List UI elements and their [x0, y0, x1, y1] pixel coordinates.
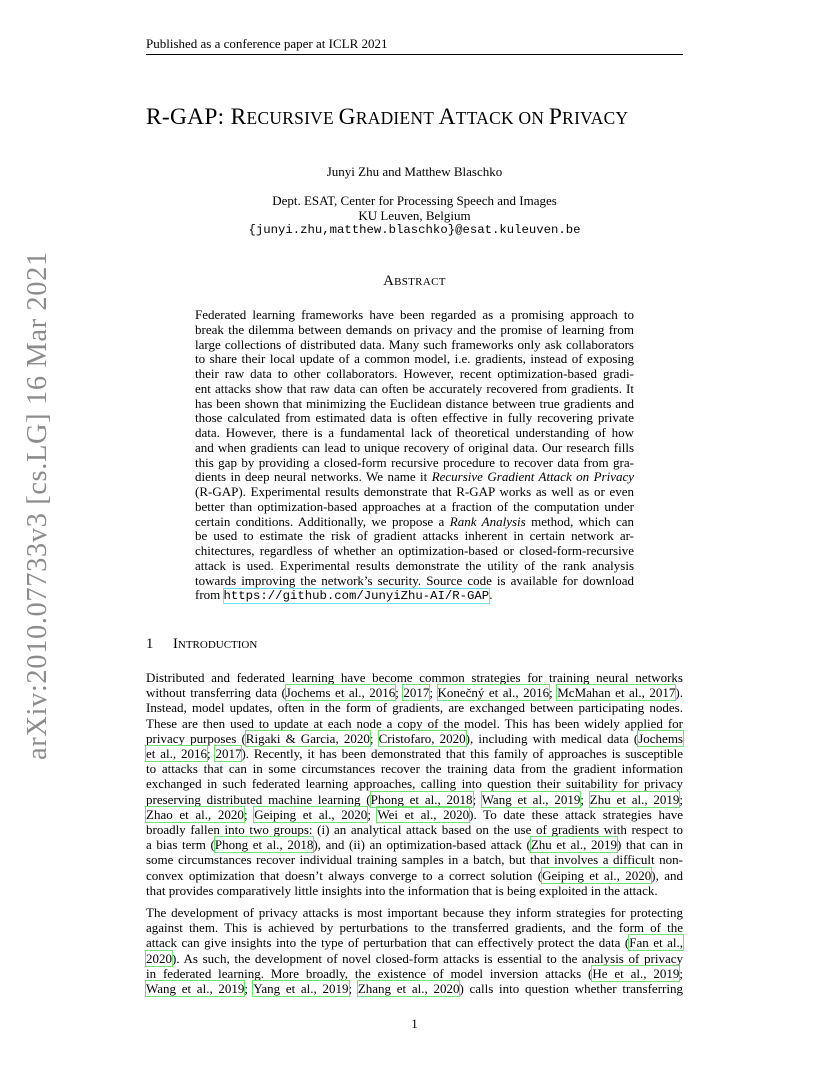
- citation-link[interactable]: Zhang et al., 2020: [357, 981, 460, 997]
- paragraph-text: ), including with medical data (: [465, 730, 639, 746]
- paragraph-line: [146, 852, 683, 867]
- paragraph-text: ;: [369, 730, 379, 746]
- paragraph-text: ;: [395, 685, 404, 701]
- paragraph-text: ;: [679, 791, 683, 807]
- citation-link[interactable]: Rigaki & Garcia, 2020: [245, 730, 370, 746]
- abstract-line: break the dilemma between demands on privacy and the promise of learning from: [195, 321, 634, 337]
- citation-link[interactable]: Yang et al., 2019: [253, 981, 349, 997]
- abstract-line: attack is used. Experimental results demonstrate the utility of the rank analysis: [195, 557, 634, 573]
- citation-link[interactable]: Zhao et al., 2020: [146, 806, 244, 822]
- paragraph-line: [146, 905, 683, 920]
- citation-link[interactable]: 2017: [215, 746, 242, 762]
- abstract-line: Federated learning frameworks have been regarded as a promising approach to: [195, 307, 634, 322]
- paragraph-text: Instead, model updates, often in the form of gradients, are exchanged between participating nodes.: [146, 700, 683, 716]
- paragraph-line: [146, 685, 683, 700]
- paragraph-text: ) calls into question whether transferring: [459, 981, 683, 997]
- citation-link[interactable]: Phong et al., 2018: [370, 791, 473, 807]
- abstract-line: [195, 515, 634, 530]
- paragraph-text: preserving distributed machine learning (: [146, 791, 371, 807]
- citation-link[interactable]: Jochems et al., 2016: [285, 685, 396, 701]
- citation-link[interactable]: Konečný et al., 2016: [437, 685, 550, 701]
- paragraph-text: that provides comparatively little insights into the information that is being exploited in the attack.: [146, 882, 658, 898]
- affiliation-line-1: Dept. ESAT, Center for Processing Speech and Images: [272, 193, 557, 208]
- paragraph-text: a bias term (: [146, 837, 215, 853]
- paragraph-text: ;: [367, 806, 378, 822]
- citation-link[interactable]: et al., 2016: [146, 746, 207, 762]
- intro-paragraph-1: [146, 670, 683, 898]
- arxiv-stamp: arXiv:2010.07733v3 [cs.LG] 16 Mar 2021: [22, 251, 53, 760]
- paragraph-text: some circumstances recover individual training samples in a batch, but that involves a difficult non-: [146, 852, 683, 868]
- citation-link[interactable]: Geiping et al., 2020: [542, 867, 652, 883]
- paragraph-text: ). As such, the development of novel closed-form attacks is essential to the analysis of privacy: [172, 950, 683, 966]
- paragraph-line: [146, 920, 683, 935]
- title-part: R-GAP: R: [146, 104, 247, 130]
- abstract-line: those calculated from estimated data is often effective in fully recovering private: [195, 410, 634, 426]
- paragraph-text: in federated learning. More broadly, the existence of model inversion attacks (: [146, 965, 593, 981]
- title-part: ECURSIVE: [246, 108, 339, 128]
- abstract-line: (R-GAP). Experimental results demonstrate that R-GAP works as well as or even: [195, 484, 634, 499]
- citation-link[interactable]: Zhu et al., 2019: [589, 791, 680, 807]
- affiliation-line-2: KU Leuven, Belgium: [358, 208, 471, 223]
- title-part: A: [438, 104, 456, 130]
- abstract-heading-initial: A: [383, 273, 395, 289]
- abstract-line-text: certain conditions. Additionally, we propose a: [195, 513, 445, 529]
- source-code-link[interactable]: https://github.com/JunyiZhu-AI/R-GAP: [223, 589, 490, 604]
- paragraph-text: ;: [244, 981, 254, 997]
- abstract-line: ent attacks show that raw data can often be accurately recovered from gradients. It: [195, 380, 634, 396]
- citation-link[interactable]: Wei et al., 2020: [377, 806, 470, 822]
- abstract-heading: [146, 273, 683, 290]
- abstract-heading-rest: BSTRACT: [394, 276, 446, 288]
- section-heading: [146, 636, 257, 653]
- abstract-line-text: dients in deep neural networks. We name it: [195, 469, 428, 485]
- paragraph-line: [146, 700, 683, 715]
- title-part: RIVACY: [562, 108, 629, 128]
- citation-link[interactable]: Wang et al., 2019: [146, 981, 245, 997]
- paragraph-line: [146, 981, 683, 996]
- paragraph-text: broadly fallen into two groups: (i) an analytical attack based on the use of gradients with respect to: [146, 822, 683, 838]
- abstract-line: and when gradients can lead to unique recovery of original data. Our research fills: [195, 439, 634, 455]
- abstract-line: [195, 588, 634, 604]
- paragraph-line: [146, 807, 683, 822]
- paragraph-line: [146, 966, 683, 981]
- paragraph-text: ).: [675, 685, 683, 701]
- paragraph-line: [146, 746, 683, 761]
- paragraph-line: [146, 716, 683, 731]
- title-part: TTACK ON: [455, 108, 549, 128]
- paragraph-line: [146, 868, 683, 883]
- abstract-line-text: method, which can: [525, 513, 635, 529]
- citation-link[interactable]: 2017: [403, 685, 430, 701]
- paragraph-text: ) that can in: [617, 837, 683, 853]
- paragraph-line: [146, 951, 683, 966]
- paragraph-text: ;: [429, 685, 438, 701]
- section-number: 1: [146, 636, 154, 652]
- citation-link[interactable]: He et al., 2019: [592, 965, 680, 981]
- abstract-line: be used to estimate the risk of gradient attacks inherent in certain network ar-: [195, 528, 634, 544]
- abstract-line: data. However, there is a fundamental lack of theoretical understanding of how: [195, 425, 634, 440]
- citation-link[interactable]: Geiping et al., 2020: [254, 806, 368, 822]
- paragraph-text: The development of privacy attacks is most important because they inform strategies for protecting: [146, 905, 683, 920]
- page-number: 1: [411, 1016, 418, 1031]
- citation-link[interactable]: Cristofaro, 2020: [378, 730, 466, 746]
- paragraph-text: without transferring data (: [146, 685, 286, 701]
- abstract-line: better than optimization-based approaches at a fraction of the computation under: [195, 498, 634, 514]
- section-title-rest: NTRODUCTION: [177, 639, 258, 651]
- paragraph-text: against them. This is achieved by perturbations to the transferred gradients, and the form of the: [146, 920, 683, 936]
- paragraph-line: [146, 935, 683, 950]
- abstract-line: to share their local update of a common model, i.e. gradients, instead of exposing: [195, 351, 634, 367]
- paragraph-text: These are then used to update at each node a copy of the model. This has been widely applied for: [146, 715, 683, 731]
- citation-link[interactable]: McMahan et al., 2017: [557, 685, 676, 701]
- paragraph-text: convex optimization that doesn’t always converge to a correct solution (: [146, 867, 543, 883]
- header-rule: [146, 54, 683, 55]
- paragraph-text: ;: [472, 791, 482, 807]
- paragraph-text: ). To date these attack strategies have: [469, 806, 683, 822]
- paragraph-line: [146, 792, 683, 807]
- paragraph-text: ), and: [651, 867, 684, 883]
- citation-link[interactable]: Zhu et al., 2019: [530, 837, 618, 853]
- title-part: P: [548, 104, 563, 130]
- paragraph-line: [146, 731, 683, 746]
- abstract-line: [195, 470, 634, 485]
- intro-paragraph-2: [146, 905, 683, 996]
- paragraph-text: privacy purposes (: [146, 730, 246, 746]
- author-email: {junyi.zhu,matthew.blaschko}@esat.kuleuven.be: [248, 223, 581, 237]
- paragraph-line: [146, 776, 683, 791]
- citation-link[interactable]: Fan et al.,: [629, 935, 683, 951]
- citation-link[interactable]: Wang et al., 2019: [481, 791, 581, 807]
- paragraph-text: attack can give insights into the type of perturbation that can effectively protect the data (: [146, 935, 630, 951]
- paragraph-text: ), and (ii) an optimization-based attack (: [313, 837, 531, 853]
- paragraph-text: ;: [679, 965, 684, 981]
- abstract-line: large collections of distributed data. Many such frameworks only ask collaborators: [195, 336, 634, 352]
- paragraph-text: ;: [243, 806, 255, 822]
- citation-link[interactable]: 2020: [146, 950, 172, 966]
- title-part: G: [338, 104, 356, 130]
- paragraph-line: [146, 883, 683, 898]
- section-title-initial: I: [173, 636, 178, 652]
- abstract-body: [195, 308, 634, 604]
- paragraph-text: ;: [580, 791, 590, 807]
- abstract-line: chitectures, regardless of whether an optimization-based or closed-form-recursive: [195, 543, 634, 558]
- abstract-line: towards improving the network’s security. Source code is available for download: [195, 572, 634, 588]
- paragraph-text: ;: [348, 981, 358, 997]
- method-name-emphasis: Recursive Gradient Attack on Privacy: [431, 469, 635, 485]
- paper-title: [146, 104, 683, 131]
- running-header: Published as a conference paper at ICLR 2021: [146, 36, 388, 51]
- abstract-line: has been shown that minimizing the Euclidean distance between true gradients and: [195, 395, 634, 411]
- abstract-line-text: .: [489, 587, 493, 603]
- paragraph-text: ). Recently, it has been demonstrated that this family of approaches is susceptible: [241, 746, 683, 762]
- rank-analysis-emphasis: Rank Analysis: [449, 513, 526, 529]
- paragraph-text: ;: [549, 685, 558, 701]
- paragraph-line: [146, 822, 683, 837]
- title-part: RADIENT: [355, 108, 439, 128]
- citation-link[interactable]: Jochems: [638, 730, 683, 746]
- authors: Junyi Zhu and Matthew Blaschko: [326, 164, 503, 179]
- paragraph-text: ;: [206, 746, 216, 762]
- paragraph-line: [146, 761, 683, 776]
- abstract-line: this gap by providing a closed-form recursive procedure to recover data from gra-: [195, 454, 634, 470]
- abstract-line: their raw data to other collaborators. However, recent optimization-based gradi-: [195, 366, 634, 381]
- paragraph-line: [146, 670, 683, 685]
- paragraph-text: to attacks that can in some circumstances recover the training data from the gradient information: [146, 761, 683, 777]
- citation-link[interactable]: Phong et al., 2018: [214, 837, 314, 853]
- paragraph-line: [146, 837, 683, 852]
- abstract-line-text: from: [195, 587, 224, 603]
- paragraph-text: exchanged in such federated learning approaches, calling into question their suitability for privacy: [146, 776, 683, 792]
- paragraph-text: Distributed and federated learning have become common strategies for training neural networks: [146, 670, 683, 685]
